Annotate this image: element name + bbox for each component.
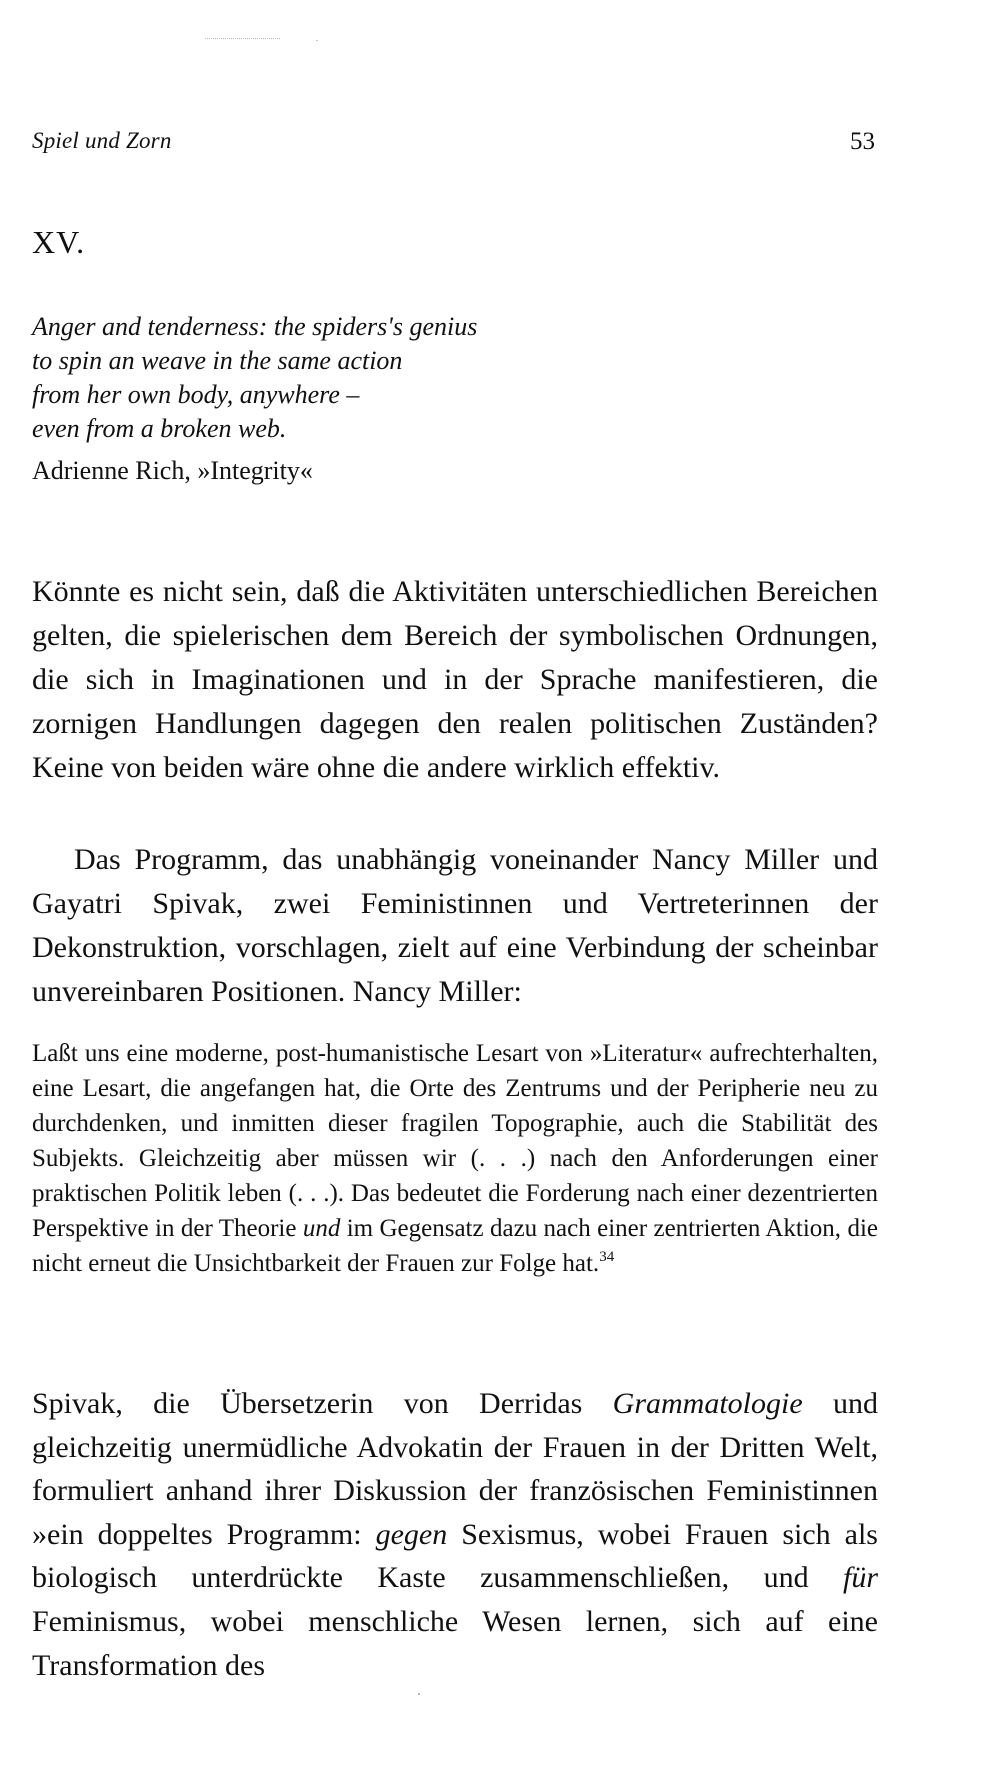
quote-emphasis: und	[302, 1215, 341, 1242]
epigraph-line: from her own body, anywhere –	[32, 380, 360, 409]
epigraph-line: to spin an weave in the same action	[32, 346, 403, 375]
body-paragraph-3	[32, 1382, 878, 1687]
paragraph-3-text-part-2: und gleichzeitig unermüdliche Advokatin der Frauen in der Dritten Welt, formuliert anhand ihrer Diskussion der französischen Feministinnen »ein doppeltes Programm:	[32, 1387, 878, 1551]
epigraph-line: even from a broken web.	[32, 414, 287, 443]
quote-text-before-emphasis: Laßt uns eine moderne, post-humanistische Lesart von »Literatur« aufrechterhalten, eine Lesart, die angefangen hat, die Orte des Zentrums und der Peripherie neu zu durchdenken, und inmitten dieser fragilen Topographie, auch die Stabilität des Subjekts. Gleichzeitig aber müssen wir (. . .) nach den Anforderungen einer praktischen Politik leben (. . .). Das bedeutet die Forderung nach einer dezentrierten Perspektive in der Theorie	[32, 1040, 878, 1242]
page-number: 53	[850, 128, 875, 155]
quote-text-after-emphasis: im Gegensatz dazu nach einer zentrierten Aktion, die nicht erneut die Unsichtbarkeit der Frauen zur Folge hat.	[32, 1215, 878, 1277]
paragraph-3-text-part-1: Spivak, die Übersetzerin von Derridas	[32, 1387, 613, 1420]
emphasis-fuer: für	[842, 1561, 878, 1595]
emphasis-gegen: gegen	[375, 1517, 448, 1551]
scan-artifact-top	[205, 38, 280, 40]
paragraph-3-text-part-4: Feminismus, wobei menschliche Wesen lernen, sich auf eine Transformation des	[32, 1604, 878, 1682]
book-title-grammatologie: Grammatologie	[612, 1387, 803, 1420]
body-paragraph-2: Das Programm, das unabhängig voneinander Nancy Miller und Gayatri Spivak, zwei Feministinnen und Vertreterinnen der Dekonstruktion, vorschlagen, zielt auf eine Verbindung der scheinbar unvereinbaren Positionen. Nancy Miller:	[32, 843, 878, 1008]
paragraph-3-text-part-3: Sexismus, wobei Frauen sich als biologisch unterdrückte Kaste zusammenschließen, und	[32, 1517, 878, 1595]
epigraph-source: Adrienne Rich, »Integrity«	[32, 456, 313, 485]
epigraph	[32, 310, 592, 488]
body-paragraph-1: Könnte es nicht sein, daß die Aktivitäten unterschiedlichen Bereichen gelten, die spielerischen dem Bereich der symbolischen Ordnungen, die sich in Imaginationen und in der Sprache manifestieren, die zornigen Handlungen dagegen den realen politischen Zuständen? Keine von beiden wäre ohne die andere wirklich effektiv.	[32, 575, 878, 784]
nancy-miller-quote	[32, 1036, 878, 1281]
running-header-title: Spiel und Zorn	[32, 128, 172, 153]
epigraph-line: Anger and tenderness: the spiders's genius	[32, 312, 478, 341]
footnote-marker: 34	[599, 1249, 615, 1265]
scan-artifact-bottom	[418, 1693, 420, 1695]
scan-artifact-top-dot	[316, 40, 318, 41]
section-heading: XV.	[32, 224, 86, 260]
